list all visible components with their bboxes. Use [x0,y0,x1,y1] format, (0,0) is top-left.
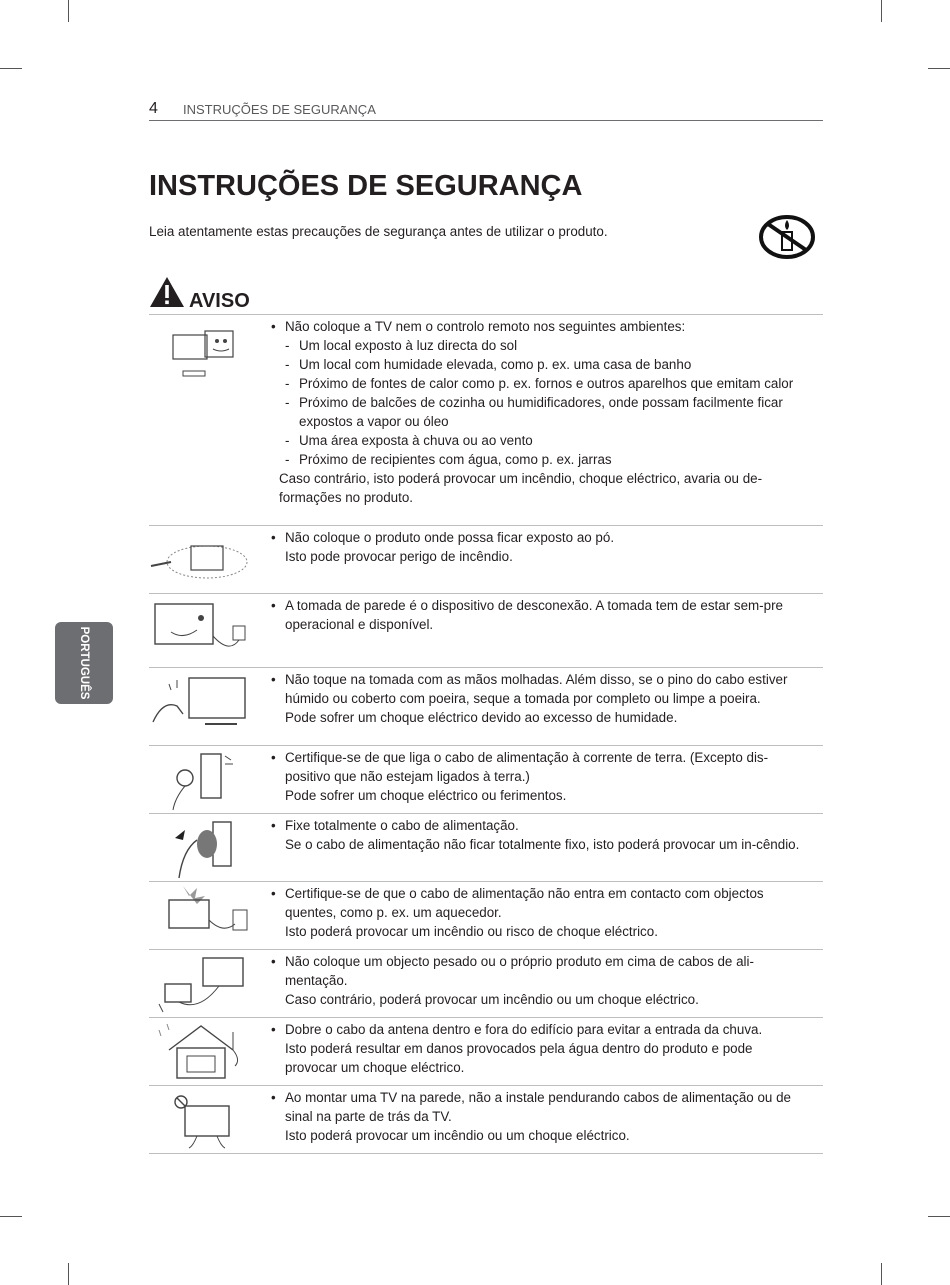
bullet-text: • Fixe totalmente o cabo de alimentação. [271,816,801,835]
table-row [149,882,823,950]
page-title: INSTRUÇÕES DE SEGURANÇA [149,170,583,202]
crop-mark [0,1216,22,1217]
running-header [149,100,823,121]
dash-item: - Próximo de recipientes com água, como p. ex. jarras [271,450,801,469]
bullet-text: • Não coloque o produto onde possa ficar exposto ao pó. [271,528,801,547]
crop-mark [928,1216,950,1217]
table-row [149,594,823,668]
bullet-text: • Não coloque um objecto pesado ou o próprio produto em cima de cabos de ali-mentação. [271,952,801,990]
table-row [149,526,823,594]
warning-label: AVISO [189,290,250,312]
note-text: Pode sofrer um choque eléctrico devido ao excesso de humidade. [285,710,678,725]
dash-item: - Um local com humidade elevada, como p. ex. uma casa de banho [271,355,801,374]
intro-text: Leia atentamente estas precauções de segurança antes de utilizar o produto. [149,224,608,239]
dash-item: - Próximo de fontes de calor como p. ex. fornos e outros aparelhos que emitam calor [271,374,801,393]
note-text: Isto pode provocar perigo de incêndio. [285,549,513,564]
bullet-text: • Certifique-se de que liga o cabo de alimentação à corrente de terra. (Excepto dis-positivo que não estejam ligados à terra.) [271,748,801,786]
plug-insertion-illustration [149,816,255,880]
bullet-text: • Dobre o cabo da antena dentro e fora do edifício para evitar a entrada da chuva. [271,1020,801,1039]
dash-item: - Um local exposto à luz directa do sol [271,336,801,355]
antenna-cable-house-illustration [149,1020,255,1084]
wall-socket-illustration [149,596,255,660]
warning-table [149,314,823,1154]
crop-mark [68,0,69,22]
wet-hands-plug-illustration [149,670,255,734]
bullet-text: • Não toque na tomada com as mãos molhadas. Além disso, se o pino do cabo estiver húmido ou coberto com poeira, seque a tomada por completo ou limpe a poeira. [271,670,801,708]
note-text: Se o cabo de alimentação não ficar totalmente fixo, isto poderá provocar um in-cêndio. [285,837,800,852]
note-text: Isto poderá resultar em danos provocados pela água dentro do produto e pode provocar um choque eléctrico. [285,1041,753,1075]
grounded-socket-illustration [149,748,255,812]
bullet-text: • A tomada de parede é o dispositivo de desconexão. A tomada tem de estar sem-pre operacional e disponível. [271,596,801,634]
table-row [149,315,823,526]
crop-mark [928,68,950,69]
note-text: Isto poderá provocar um incêndio ou um choque eléctrico. [285,1128,630,1143]
bullet-text: • Ao montar uma TV na parede, não a instale pendurando cabos de alimentação ou de sinal na parte de trás da TV. [271,1088,801,1126]
dust-tv-illustration [149,528,255,588]
crop-mark [0,68,22,69]
note-text: Isto poderá provocar um incêndio ou risco de choque eléctrico. [285,924,658,939]
table-row [149,814,823,882]
heater-cable-illustration [149,884,255,948]
note-text: Pode sofrer um choque eléctrico ou ferimentos. [285,788,567,803]
bullet-text: • Não coloque a TV nem o controlo remoto nos seguintes ambientes: [271,317,801,336]
note-text: Caso contrário, poderá provocar um incêndio ou um choque eléctrico. [285,992,699,1007]
dash-item: - Uma área exposta à chuva ou ao vento [271,431,801,450]
crop-mark [881,0,882,22]
tv-environment-illustration [149,317,255,381]
table-row [149,746,823,814]
language-tab [55,622,113,704]
crop-mark [68,1263,69,1285]
wall-mount-illustration [149,1088,255,1152]
warning-triangle-icon [149,276,185,308]
page-number: 4 [149,100,158,117]
table-row [149,950,823,1018]
language-tab-label: PORTUGUÊS [78,626,90,700]
table-row [149,668,823,746]
heavy-object-cable-illustration [149,952,255,1016]
crop-mark [881,1263,882,1285]
closing-text: Caso contrário, isto poderá provocar um incêndio, choque eléctrico, avaria ou de-formações no produto. [279,471,763,505]
table-row [149,1086,823,1154]
dash-item: - Próximo de balcões de cozinha ou humidificadores, onde possam facilmente ficar expostos a vapor ou óleo [271,393,801,431]
table-row [149,1018,823,1086]
header-section-title: INSTRUÇÕES DE SEGURANÇA [183,102,376,117]
no-open-flame-icon [758,214,816,260]
bullet-text: • Certifique-se de que o cabo de alimentação não entra em contacto com objectos quentes, como p. ex. um aquecedor. [271,884,801,922]
